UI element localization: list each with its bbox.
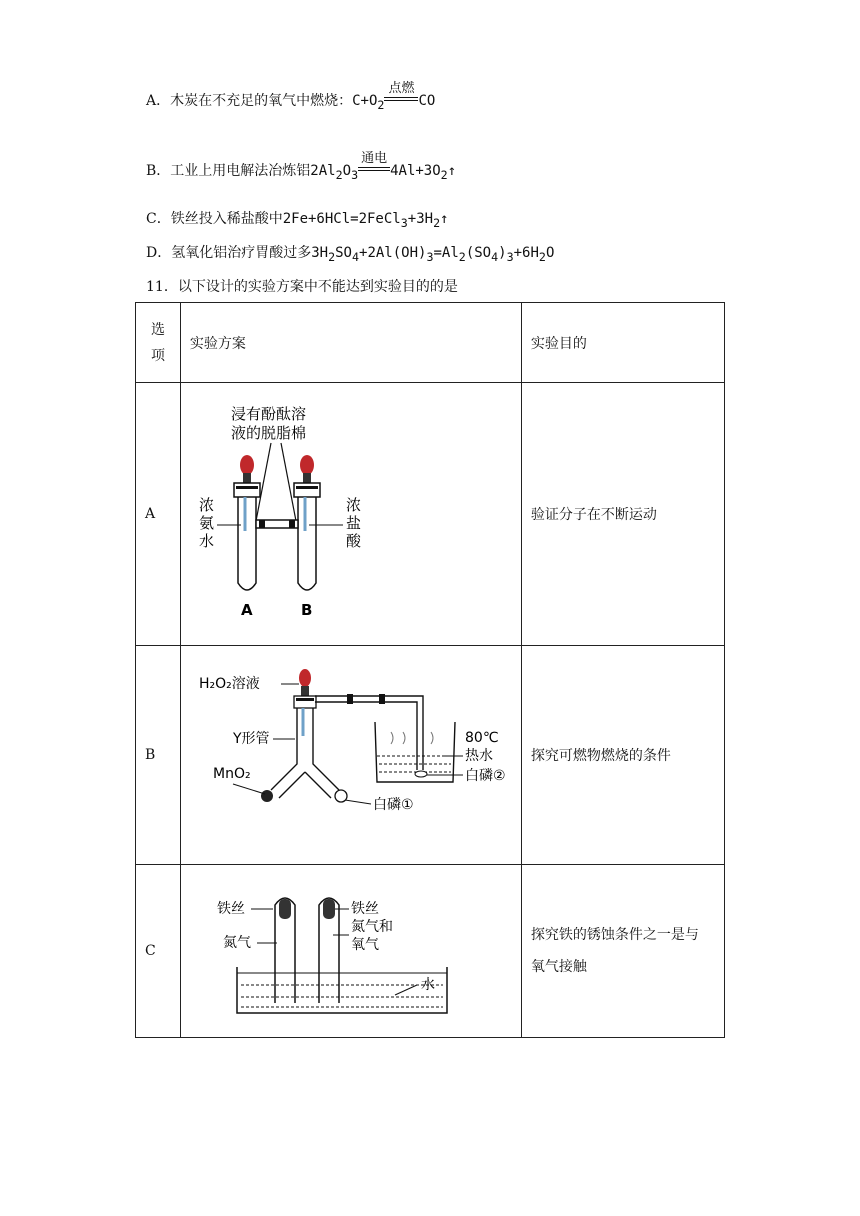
option-d <box>146 242 554 264</box>
svg-text:浓: 浓 <box>198 496 214 514</box>
header-purpose: 实验目的 <box>521 303 724 383</box>
svg-text:水: 水 <box>198 532 214 550</box>
dropper-bulb <box>299 669 311 687</box>
experiment-table <box>135 302 725 1038</box>
svg-text:MnO₂: MnO₂ <box>212 766 251 782</box>
table-row <box>136 646 725 865</box>
option-b-label: B．工业上用电解法冶炼铝 <box>146 163 311 179</box>
dropper-bulb <box>300 455 314 475</box>
combustion-diagram <box>181 646 521 860</box>
option-b <box>146 151 457 182</box>
option-d-equation: $3H_2SO_4+2Al(OH)_3=Al_2(SO_4)_3+6H_2O$ <box>311 245 555 264</box>
option-b-lhs: $2Al_2O_3$ <box>310 163 359 182</box>
option-c <box>146 208 449 230</box>
svg-text:酸: 酸 <box>345 532 361 550</box>
svg-text:浓: 浓 <box>345 496 361 514</box>
option-c-label: C．铁丝投入稀盐酸中 <box>146 211 283 227</box>
row-purpose: 探究可燃物燃烧的条件 <box>521 646 724 865</box>
svg-text:水: 水 <box>420 977 435 993</box>
svg-text:热水: 热水 <box>464 748 493 764</box>
cotton-label-1: 浸有酚酞溶 <box>230 405 306 423</box>
svg-text:白磷②: 白磷② <box>464 768 506 784</box>
svg-text:Y形管: Y形管 <box>232 731 270 747</box>
svg-text:氮气: 氮气 <box>222 935 251 951</box>
tube-b-label: B <box>300 601 313 619</box>
svg-text:盐: 盐 <box>345 514 361 532</box>
dropper-bulb <box>240 455 254 475</box>
table-row <box>136 383 725 646</box>
svg-text:白磷①: 白磷① <box>372 797 414 813</box>
option-a-rhs: CO <box>418 93 436 109</box>
option-a-label: A．木炭在不充足的氧气中燃烧： <box>146 93 353 109</box>
svg-text:氧气: 氧气 <box>350 937 379 953</box>
figure-cell <box>180 646 521 865</box>
option-c-equation: $2Fe+6HCl=2FeCl_3+3H_2↑$ <box>282 211 449 230</box>
row-option: C <box>136 865 181 1038</box>
svg-text:铁丝: 铁丝 <box>216 901 245 917</box>
svg-text:氮气和: 氮气和 <box>350 919 393 935</box>
svg-text:H₂O₂溶液: H₂O₂溶液 <box>198 676 260 692</box>
molecule-motion-diagram <box>181 383 521 641</box>
header-plan: 实验方案 <box>180 303 521 383</box>
svg-text:氨: 氨 <box>198 514 214 532</box>
svg-text:80℃: 80℃ <box>464 730 499 746</box>
cotton-label-2: 液的脱脂棉 <box>230 424 306 442</box>
table-header-row <box>136 303 725 383</box>
reaction-condition: 通电 <box>361 151 388 166</box>
option-a <box>146 81 436 112</box>
option-d-label: D．氢氧化铝治疗胃酸过多 <box>146 245 312 261</box>
figure-cell <box>180 865 521 1038</box>
reaction-condition: 点燃 <box>388 81 415 96</box>
figure-cell <box>180 383 521 646</box>
svg-text:铁丝: 铁丝 <box>350 901 379 917</box>
tube-a-label: A <box>240 601 253 619</box>
row-purpose: 验证分子在不断运动 <box>521 383 724 646</box>
option-b-rhs: $4Al+3O_2↑$ <box>390 163 457 182</box>
question-11: 11．以下设计的实验方案中不能达到实验目的的是 <box>146 279 458 295</box>
row-option: A <box>136 383 181 646</box>
rust-diagram <box>181 865 521 1033</box>
reaction-arrow <box>358 151 390 179</box>
table-row <box>136 865 725 1038</box>
option-a-lhs: $C+O_2$ <box>352 93 385 112</box>
reaction-arrow <box>384 81 418 109</box>
header-option: 选 项 <box>136 303 181 383</box>
row-purpose: 探究铁的锈蚀条件之一是与 氧气接触 <box>521 865 724 1038</box>
row-option: B <box>136 646 181 865</box>
